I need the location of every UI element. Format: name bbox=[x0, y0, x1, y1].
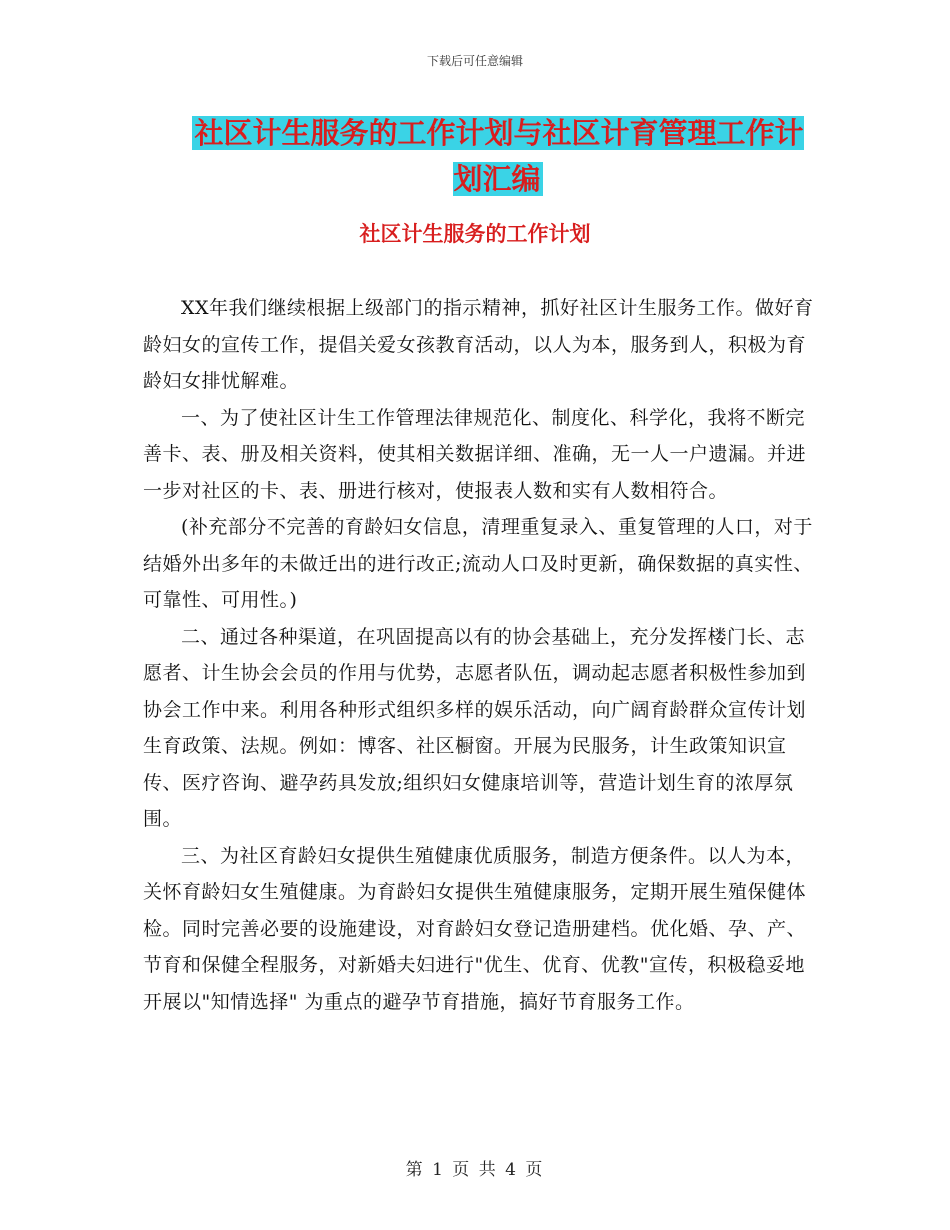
page-indicator: 第 1 页 共 4 页 bbox=[405, 1160, 545, 1180]
paragraph-3: 三、为社区育龄妇女提供生殖健康优质服务，制造方便条件。以人为本，关怀育龄妇女生殖健康。为育龄妇女提供生殖健康服务，定期开展生殖保健体检。同时完善必要的设施建设，对育龄妇女登记造册建档。优化婚、孕、产、节育和保健全程服务，对新婚夫妇进行"优生、优育、优教"宣传，积极稳妥地开展以"知情选择" 为重点的避孕节育措施，搞好节育服务工作。 bbox=[143, 844, 807, 1013]
header-note: 下载后可任意编辑 bbox=[426, 54, 523, 68]
document-title-text: 社区计生服务的工作计划与社区计育管理工作计划汇编 bbox=[194, 116, 804, 196]
section-title: 社区计生服务的工作计划 bbox=[359, 222, 591, 246]
paragraph-2: 二、通过各种渠道，在巩固提高以有的协会基础上，充分发挥楼门长、志愿者、计生协会会员的作用与优势，志愿者队伍，调动起志愿者积极性参加到协会工作中来。利用各种形式组织多样的娱乐活动，向广阔育龄群众宣传计划生育政策、法规。例如：博客、社区橱窗。开展为民服务，计生政策知识宣传、医疗咨询、避孕药具发放;组织妇女健康培训等，营造计划生育的浓厚氛围。 bbox=[143, 625, 807, 830]
document-body bbox=[143, 290, 823, 1020]
paragraph-supplement: (补充部分不完善的育龄妇女信息，清理重复录入、重复管理的人口，对于结婚外出多年的未做迁出的进行改正;流动人口及时更新，确保数据的真实性、可靠性、可用性。) bbox=[143, 516, 813, 611]
paragraph-intro: XX年我们继续根据上级部门的指示精神，抓好社区计生服务工作。做好育龄妇女的宣传工作，提倡关爱女孩教育活动，以人为本，服务到人，积极为育龄妇女排忧解难。 bbox=[143, 297, 814, 392]
paragraph-1: 一、为了使社区计生工作管理法律规范化、制度化、科学化，我将不断完善卡、表、册及相关资料，使其相关数据详细、准确，无一人一户遗漏。并进一步对社区的卡、表、册进行核对，使报表人数和实有人数相符合。 bbox=[143, 406, 807, 502]
document-title bbox=[188, 110, 808, 202]
